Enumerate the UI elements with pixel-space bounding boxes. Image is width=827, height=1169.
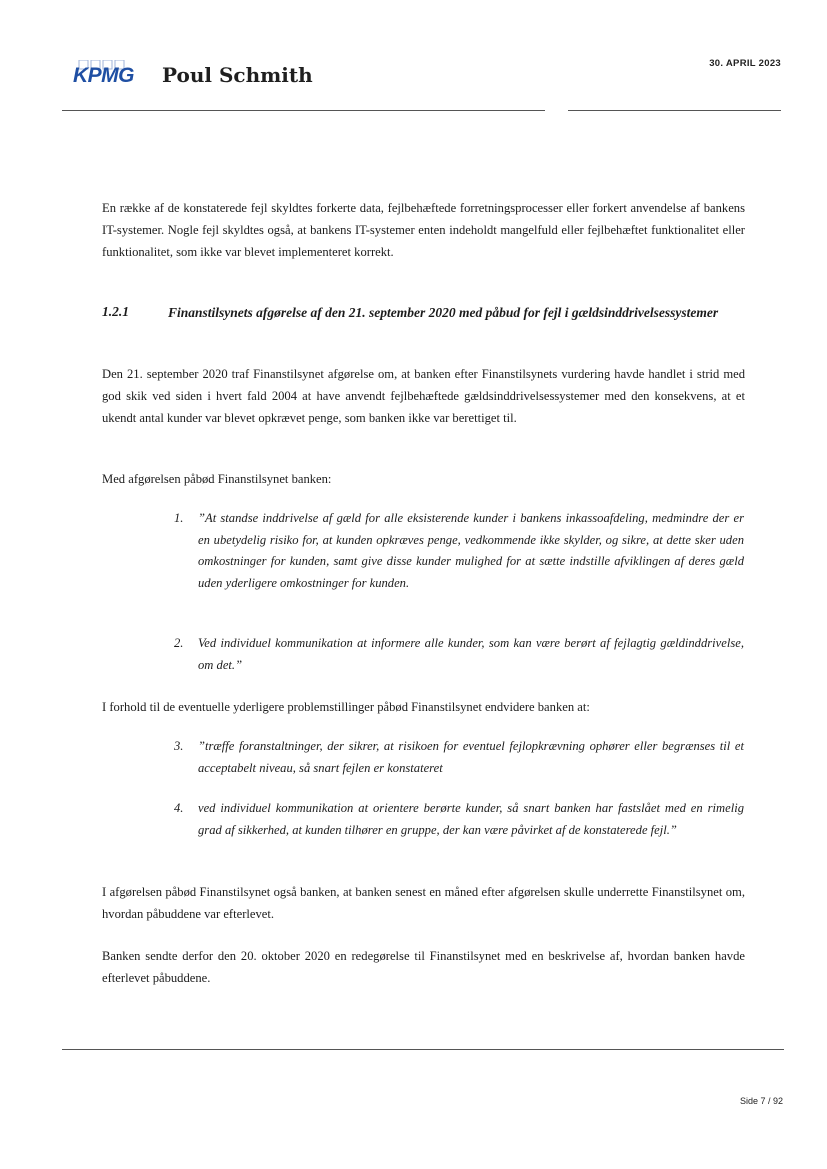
paragraph-6: Banken sendte derfor den 20. oktober 2020 en redegørelse til Finanstilsynet med en beskrivelse af, hvordan banken havde efterlevet påbuddene. [102,949,745,985]
section-title: Finanstilsynets afgørelse af den 21. september 2020 med påbud for fejl i gældsinddrivelsessystemer [168,305,719,320]
list-item-number: 4. [174,801,184,815]
list-item-number: 3. [174,739,184,753]
list-item-number: 2. [174,636,184,650]
list-item-text: ”træffe foranstaltninger, der sikrer, at risikoen for eventuel fejlopkrævning ophører eller begrænses til et acceptabelt niveau, så snart fejlen er konstateret [198,739,744,775]
paragraph-3: Med afgørelsen påbød Finanstilsynet banken: [102,472,332,486]
paragraph-4: I forhold til de eventuelle yderligere problemstillinger påbød Finanstilsynet endvidere banken at: [102,700,590,714]
logo-text: KPMG [73,64,134,87]
header-rule-left [62,110,545,111]
list-item-text: ”At standse inddrivelse af gæld for alle eksisterende kunder i bankens inkassoafdeling, medmindre der er en ubetydelig risiko for, at kunden opkræves penge, vedkommende ikke skylder, og sikre, at dette sker uden omkostninger for kunden, samt give disse kunder mulighed for at sætte indstille afviklingen af deres gæld uden yderligere omkostninger for kunden. [198,511,744,590]
paragraph-1: En række af de konstaterede fejl skyldtes forkerte data, fejlbehæftede forretningsprocesser eller forkert anvendelse af bankens IT-systemer. Nogle fejl skyldtes også, at bankens IT-systemer enten indeholdt mangelfuld eller fejlbehæftet funktionalitet eller funktionalitet, som ikke var blevet implementeret korrekt. [102,201,745,259]
section-number: 1.2.1 [102,304,129,319]
list-item-text: ved individuel kommunikation at orientere berørte kunder, så snart banken har fastslået med en rimelig grad af sikkerhed, at kunden tilhører en gruppe, der kan være påvirket af de konstaterede fejl.” [198,801,744,837]
footer-rule [62,1049,784,1050]
header-rule-right [568,110,781,111]
list-item-number: 1. [174,511,184,525]
header-date: 30. APRIL 2023 [709,58,781,69]
paragraph-2: Den 21. september 2020 traf Finanstilsynet afgørelse om, at banken efter Finanstilsynets vurdering havde handlet i strid med god skik ved siden i hvert fald 2004 at have anvendt fejlbehæftede gældsinddrivelsessystemer med den konsekvens, at et ukendt antal kunder var blevet opkrævet penge, som banken ikke var berettiget til. [102,367,745,425]
firm-name: Poul Schmith [162,63,313,87]
list-item-text: Ved individuel kommunikation at informere alle kunder, som kan være berørt af fejlagtig gældinddrivelse, om det.” [198,636,744,672]
page-number: Side 7 / 92 [739,1096,783,1106]
paragraph-5: I afgørelsen påbød Finanstilsynet også banken, at banken senest en måned efter afgørelsen skulle underrette Finanstilsynet om, hvordan påbuddene var efterlevet. [102,885,745,921]
